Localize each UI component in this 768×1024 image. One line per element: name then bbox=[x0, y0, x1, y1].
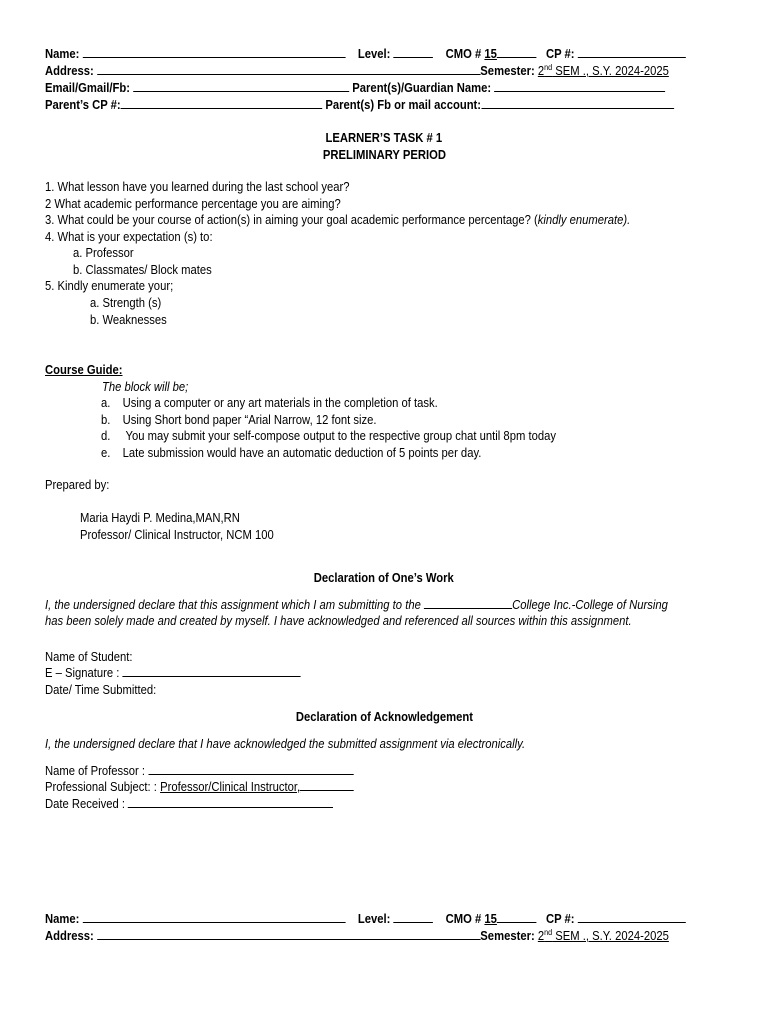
question-4a: a. Professor bbox=[73, 246, 134, 260]
question-4: 4. What is your expectation (s) to: bbox=[45, 230, 213, 244]
header-row-email bbox=[45, 80, 665, 96]
question-5b: b. Weaknesses bbox=[90, 313, 167, 327]
parent-fb-label: Parent(s) Fb or mail account: bbox=[325, 98, 482, 112]
period-title: PRELIMINARY PERIOD bbox=[322, 148, 446, 162]
guardian-label: Parent(s)/Guardian Name: bbox=[352, 81, 492, 95]
preparer-name: Maria Haydi P. Medina,MAN,RN bbox=[80, 511, 240, 525]
name-label: Name: bbox=[45, 47, 80, 61]
declaration-work-heading: Declaration of One’s Work bbox=[313, 571, 455, 585]
course-guide-heading: Course Guide: bbox=[45, 363, 123, 377]
cmo-value: 15 bbox=[484, 47, 497, 61]
college-name-field[interactable] bbox=[424, 597, 512, 609]
footer-row-address bbox=[45, 928, 669, 944]
declaration-ack-heading: Declaration of Acknowledgement bbox=[295, 710, 473, 724]
date-received-field[interactable] bbox=[128, 796, 333, 808]
professional-subject-label: Professional Subject: : bbox=[45, 780, 157, 794]
cmo-label: CMO # bbox=[445, 912, 482, 926]
question-4b: b. Classmates/ Block mates bbox=[73, 263, 212, 277]
declaration-work-text-2: has been solely made and created by myself. I have acknowledged and referenced all sources within this assignment. bbox=[45, 614, 632, 628]
parent-cp-field[interactable] bbox=[121, 97, 323, 109]
cmo-line bbox=[497, 46, 537, 58]
esignature-row bbox=[45, 665, 301, 681]
footer-row-name bbox=[45, 911, 686, 927]
date-submitted-label: Date/ Time Submitted: bbox=[45, 683, 157, 697]
date-received-row bbox=[45, 796, 333, 812]
cmo-value: 15 bbox=[484, 912, 497, 926]
parent-cp-label: Parent’s CP #: bbox=[45, 98, 121, 112]
question-5a: a. Strength (s) bbox=[90, 296, 162, 310]
cmo-label: CMO # bbox=[445, 47, 482, 61]
preparer-role: Professor/ Clinical Instructor, NCM 100 bbox=[80, 528, 274, 542]
professional-subject-row bbox=[45, 779, 354, 795]
course-guide-item: e. Late submission would have an automatic deduction of 5 points per day. bbox=[101, 446, 482, 460]
level-field[interactable] bbox=[394, 911, 434, 923]
course-guide-intro: The block will be; bbox=[102, 380, 189, 394]
address-label: Address: bbox=[45, 64, 94, 78]
course-guide-item: a. Using a computer or any art materials in the completion of task. bbox=[101, 396, 438, 410]
date-received-label: Date Received : bbox=[45, 797, 126, 811]
cp-field[interactable] bbox=[578, 911, 686, 923]
question-3: 3. What could be your course of action(s) in aiming your goal academic performance percentage? (kindly enumerate). bbox=[45, 213, 631, 227]
semester-label: Semester: bbox=[480, 64, 535, 78]
address-field[interactable] bbox=[97, 63, 480, 75]
course-guide-item: b. Using Short bond paper “Arial Narrow, 12 font size. bbox=[101, 413, 377, 427]
address-label: Address: bbox=[45, 929, 94, 943]
name-field[interactable] bbox=[83, 911, 346, 923]
cp-label: CP #: bbox=[545, 47, 575, 61]
declaration-ack-text: I, the undersigned declare that I have acknowledged the submitted assignment via electronically. bbox=[45, 737, 526, 751]
cp-label: CP #: bbox=[545, 912, 575, 926]
level-label: Level: bbox=[357, 47, 391, 61]
student-name-label: Name of Student: bbox=[45, 650, 133, 664]
cp-field[interactable] bbox=[578, 46, 686, 58]
question-5: 5. Kindly enumerate your; bbox=[45, 279, 174, 293]
header-row-address bbox=[45, 63, 669, 79]
professional-subject-line[interactable] bbox=[300, 779, 354, 791]
course-guide-item: d. You may submit your self-compose output to the respective group chat until 8pm today bbox=[101, 429, 556, 443]
professor-name-row bbox=[45, 763, 353, 779]
semester-label: Semester: bbox=[480, 929, 535, 943]
level-field[interactable] bbox=[394, 46, 434, 58]
guardian-field[interactable] bbox=[494, 80, 665, 92]
name-label: Name: bbox=[45, 912, 80, 926]
prepared-by-label: Prepared by: bbox=[45, 478, 110, 492]
name-field[interactable] bbox=[83, 46, 346, 58]
email-field[interactable] bbox=[133, 80, 349, 92]
level-label: Level: bbox=[357, 912, 391, 926]
email-label: Email/Gmail/Fb: bbox=[45, 81, 131, 95]
parent-fb-field[interactable] bbox=[481, 97, 674, 109]
semester-value: 2nd SEM ., S.Y. 2024-2025 bbox=[537, 62, 669, 78]
header-row-parent-cp bbox=[45, 97, 674, 113]
professional-subject-value: Professor/Clinical Instructor, bbox=[160, 780, 301, 794]
header-row-name bbox=[45, 46, 686, 62]
professor-name-field[interactable] bbox=[148, 763, 353, 775]
question-2: 2 What academic performance percentage you are aiming? bbox=[45, 197, 341, 211]
address-field[interactable] bbox=[97, 928, 480, 940]
professor-name-label: Name of Professor : bbox=[45, 764, 146, 778]
declaration-work-text-1: I, the undersigned declare that this assignment which I am submitting to the College Inc.-College of Nursing bbox=[45, 598, 668, 612]
esignature-label: E – Signature : bbox=[45, 666, 120, 680]
task-title: LEARNER’S TASK # 1 bbox=[325, 131, 443, 145]
esignature-field[interactable] bbox=[123, 665, 301, 677]
question-1: 1. What lesson have you learned during the last school year? bbox=[45, 180, 350, 194]
cmo-line bbox=[497, 911, 537, 923]
semester-value: 2nd SEM ., S.Y. 2024-2025 bbox=[537, 927, 669, 943]
